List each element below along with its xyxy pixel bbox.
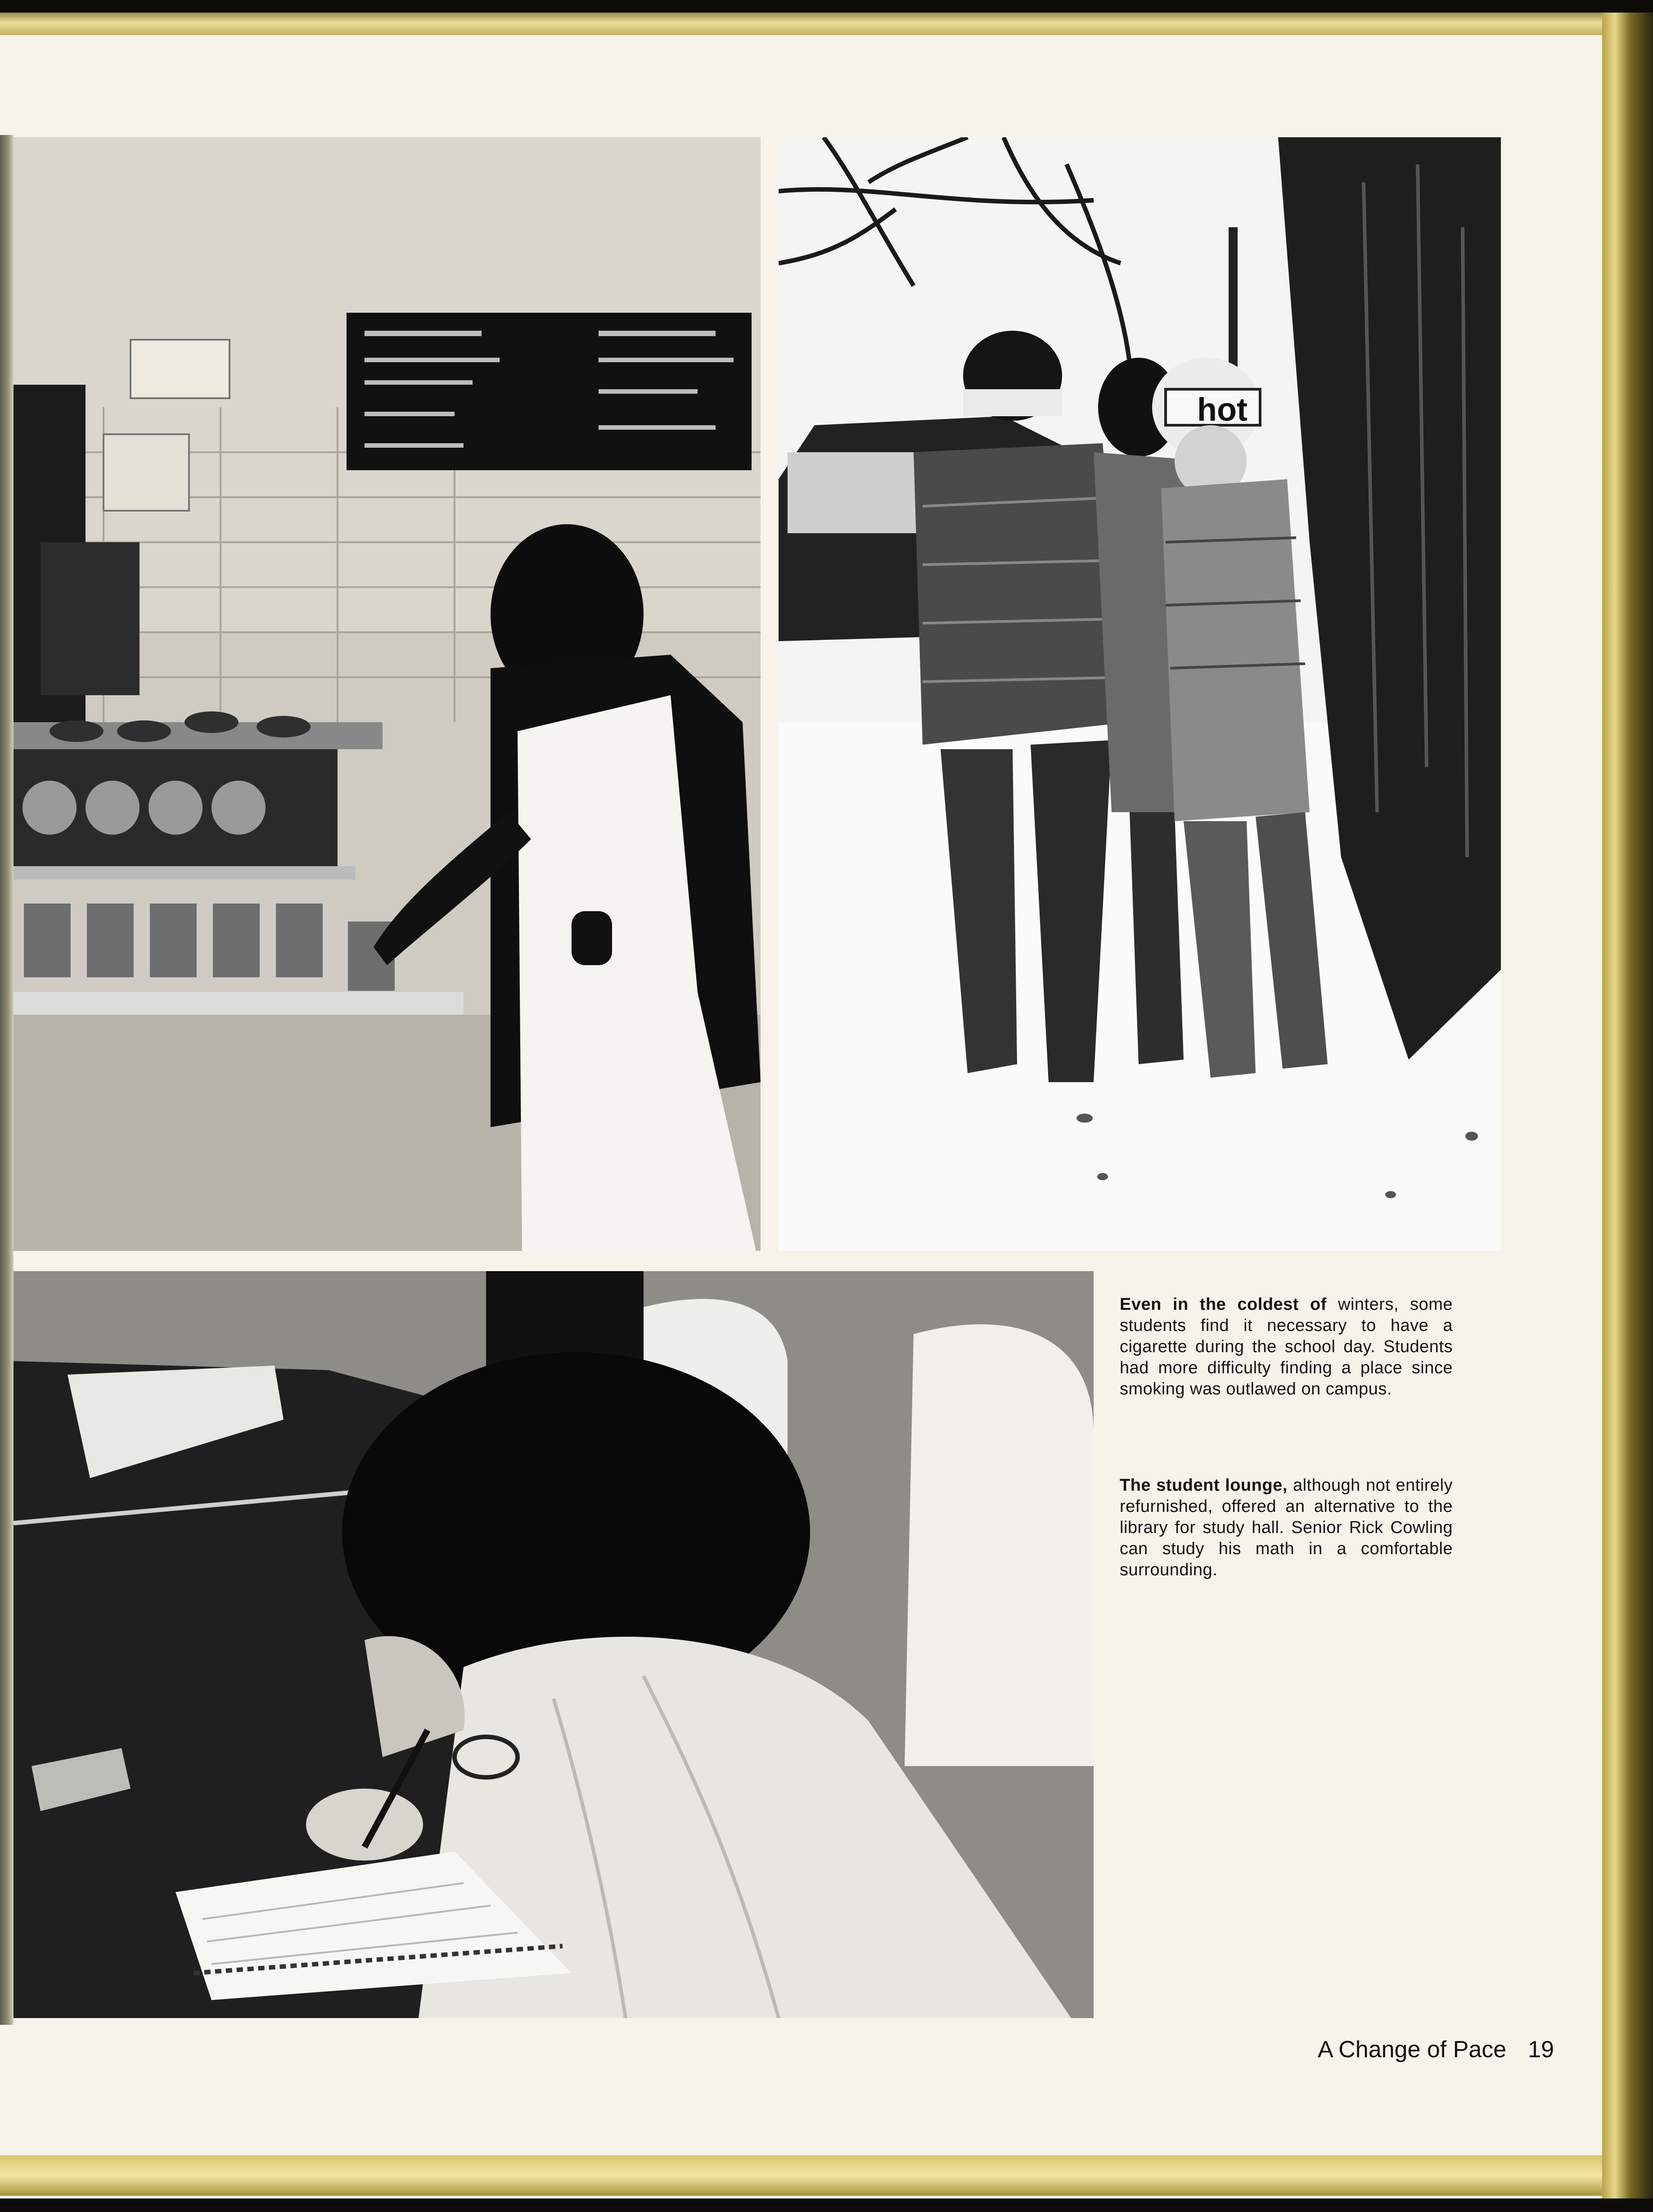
page-footer <box>1318 2036 1554 2063</box>
winter-smoking-photo <box>779 137 1501 1251</box>
cafeteria-photo <box>14 137 761 1251</box>
student-lounge-photo <box>14 1271 1094 2018</box>
page-gutter-shadow <box>0 135 14 2025</box>
caption-smoking <box>1120 1294 1453 1400</box>
section-title: A Change of Pace <box>1317 2037 1507 2063</box>
hat-lettering: hot <box>1197 392 1248 428</box>
caption-body: winters, some students find it necessary to have a cigarette during the school day. Students had more difficulty finding a place since smoking was outlawed on campus. <box>1120 1295 1453 1398</box>
caption-body: although not entirely refurnished, offered an alternative to the library for study hall. Senior Rick Cowling can study his math in a comfortable surrounding. <box>1120 1476 1453 1579</box>
caption-student-lounge <box>1120 1475 1453 1581</box>
caption-lead: Even in the coldest of <box>1120 1295 1327 1314</box>
gilded-top-edge <box>0 13 1602 35</box>
caption-lead: The student lounge, <box>1120 1476 1288 1495</box>
page-number: 19 <box>1528 2037 1554 2063</box>
gilded-book-edge <box>1602 13 1653 2199</box>
gilded-bottom-edge <box>0 2155 1602 2196</box>
